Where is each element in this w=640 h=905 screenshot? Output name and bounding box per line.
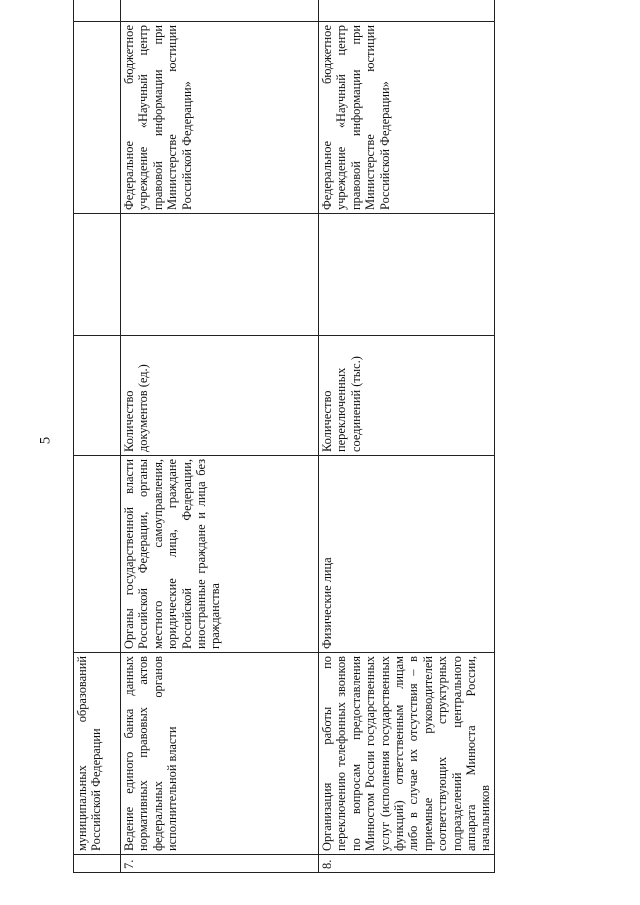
note-cell bbox=[319, 0, 495, 22]
recipients-cell: Физические лица bbox=[319, 456, 495, 653]
indicator-cell bbox=[74, 336, 121, 456]
indicator-cell: Количество документов (ед.) bbox=[121, 336, 319, 456]
recipients-cell: Органы государственной власти Российской Федерации, органы местного самоуправления, юридические лица, граждане Российской Федерации, иностранные граждане и лица без гражданства bbox=[121, 456, 319, 653]
page-number: 5 bbox=[37, 436, 54, 445]
activity-cell: Организация работы по переключению телефонных звонков по вопросам предоставления Минюстом России государственных услуг (исполнения государственных функций) ответственным лицам либо в случае их отсутствия – в приемные руководителей соответствующих структурных подразделений центрального аппарата Минюста России, начальников bbox=[319, 653, 495, 855]
table-row bbox=[74, 0, 121, 873]
note-cell bbox=[121, 0, 319, 22]
blank-cell bbox=[319, 214, 495, 336]
activity-cell: муниципальных образований Российской Федерации bbox=[74, 653, 121, 855]
blank-cell bbox=[121, 214, 319, 336]
table-row bbox=[121, 0, 319, 873]
activity-cell: Ведение единого банка данных нормативных правовых актов федеральных органов исполнительной власти bbox=[121, 653, 319, 855]
executor-cell: Федеральное бюджетное учреждение «Научный центр правовой информации при Министерстве юстиции Российской Федерации» bbox=[121, 22, 319, 214]
row-number-cell bbox=[74, 855, 121, 873]
note-cell bbox=[74, 0, 121, 22]
data-table bbox=[73, 0, 495, 873]
executor-cell: Федеральное бюджетное учреждение «Научный центр правовой информации при Министерстве юстиции Российской Федерации» bbox=[319, 22, 495, 214]
row-number-cell: 7. bbox=[121, 855, 319, 873]
table-row bbox=[319, 0, 495, 873]
recipients-cell bbox=[74, 456, 121, 653]
rotated-table-container bbox=[73, 25, 493, 873]
executor-cell bbox=[74, 22, 121, 214]
indicator-cell: Количество переключенных соединений (тыс.) bbox=[319, 336, 495, 456]
row-number-cell: 8. bbox=[319, 855, 495, 873]
blank-cell bbox=[74, 214, 121, 336]
